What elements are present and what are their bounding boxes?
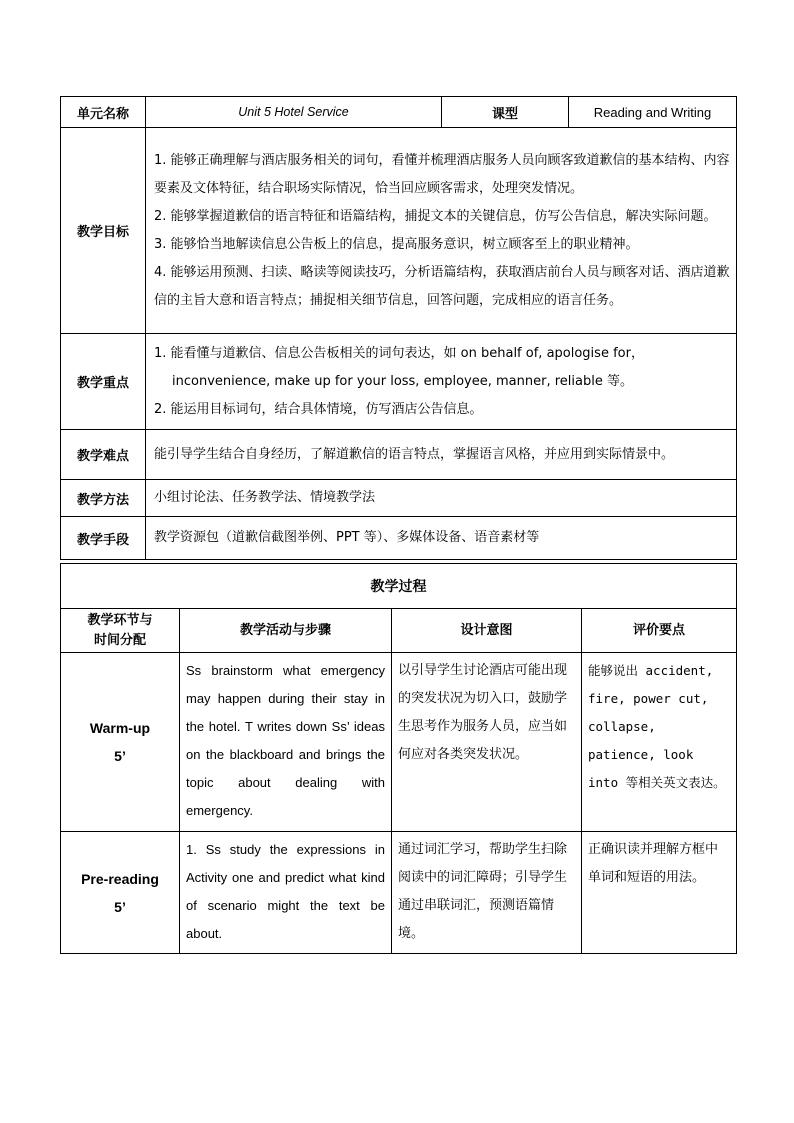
objective-item: 4. 能够运用预测、扫读、略读等阅读技巧，分析语篇结构，获取酒店前台人员与顾客对话、酒店道歉信的主旨大意和语言特点；捕捉相关细节信息，回答问题，完成相应的语言任务。: [154, 264, 730, 308]
objectives-content: [146, 128, 737, 334]
activity-cell: Ss brainstorm what emergency may happen during their stay in the hotel. T writes down Ss’ ideas on the blackboard and brings the topic about dealing with emergency.: [180, 653, 392, 832]
means-text: 教学资源包（道歉信截图举例、PPT 等）、多媒体设备、语音素材等: [146, 517, 737, 560]
stage-time: 5’: [114, 898, 126, 915]
key-point-item-2: 2. 能运用目标词句，结合具体情境，仿写酒店公告信息。: [154, 401, 483, 417]
unit-row: [61, 97, 737, 128]
stage-header-line1: 教学环节与: [87, 612, 153, 628]
evaluation-cell: 正确识读并理解方框中单词和短语的用法。: [582, 832, 737, 954]
unit-name-value: Unit 5 Hotel Service: [146, 97, 442, 128]
objectives-row: [61, 128, 737, 334]
stage-name: Warm-up: [89, 720, 151, 736]
process-title-row: [61, 564, 737, 609]
means-label: 教学手段: [61, 517, 146, 560]
key-point-item-1: 1. 能看懂与道歉信、信息公告板相关的词句表达，如 on behalf of, apologise for，: [154, 345, 644, 361]
intent-header: 设计意图: [392, 609, 582, 653]
objective-item: 3. 能够恰当地解读信息公告板上的信息，提高服务意识，树立顾客至上的职业精神。: [154, 236, 639, 252]
evaluation-header: 评价要点: [582, 609, 737, 653]
means-row: [61, 517, 737, 560]
difficulties-row: [61, 430, 737, 480]
lesson-type-label: 课型: [442, 97, 569, 128]
stage-name: Pre-reading: [81, 870, 159, 887]
methods-text: 小组讨论法、任务教学法、情境教学法: [146, 480, 737, 517]
objectives-label: 教学目标: [61, 128, 146, 334]
unit-name-label: 单元名称: [61, 97, 146, 128]
activity-cell: 1. Ss study the expressions in Activity one and predict what kind of scenario might the text be about.: [180, 832, 392, 954]
lesson-type-value: Reading and Writing: [569, 97, 737, 128]
objective-item: 1. 能够正确理解与酒店服务相关的词句，看懂并梳理酒店服务人员向顾客致道歉信的基本结构、内容要素及文体特征，结合职场实际情况，恰当回应顾客需求，处理突发情况。: [154, 152, 730, 196]
methods-row: [61, 480, 737, 517]
difficulties-label: 教学难点: [61, 430, 146, 480]
stage-header-line2: 时间分配: [93, 632, 146, 648]
stage-header: [61, 609, 180, 653]
objective-item: 2. 能够掌握道歉信的语言特征和语篇结构，捕捉文本的关键信息，仿写公告信息，解决实际问题。: [154, 208, 717, 224]
methods-label: 教学方法: [61, 480, 146, 517]
evaluation-cell: 能够说出 accident, fire, power cut, collapse, patience, look into 等相关英文表达。: [582, 653, 737, 832]
process-title: 教学过程: [61, 564, 737, 609]
key-points-label: 教学重点: [61, 334, 146, 430]
difficulties-text: 能引导学生结合自身经历，了解道歉信的语言特点，掌握语言风格，并应用到实际情景中。: [146, 430, 737, 480]
key-points-row: [61, 334, 737, 430]
key-points-content: [146, 334, 737, 430]
process-header-row: [61, 609, 737, 653]
process-row-warmup: [61, 653, 737, 832]
activity-header: 教学活动与步骤: [180, 609, 392, 653]
process-row-prereading: [61, 832, 737, 954]
intent-cell: 以引导学生讨论酒店可能出现的突发状况为切入口，鼓励学生思考作为服务人员，应当如何应对各类突发状况。: [392, 653, 582, 832]
lesson-info-table: [60, 96, 737, 560]
stage-time: 5’: [114, 748, 126, 764]
key-point-item-1-cont: inconvenience, make up for your loss, employee, manner, reliable 等。: [172, 373, 633, 389]
stage-cell: [61, 832, 180, 954]
stage-cell: [61, 653, 180, 832]
intent-cell: 通过词汇学习，帮助学生扫除阅读中的词汇障碍；引导学生通过串联词汇，预测语篇情境。: [392, 832, 582, 954]
teaching-process-table: [60, 563, 737, 954]
